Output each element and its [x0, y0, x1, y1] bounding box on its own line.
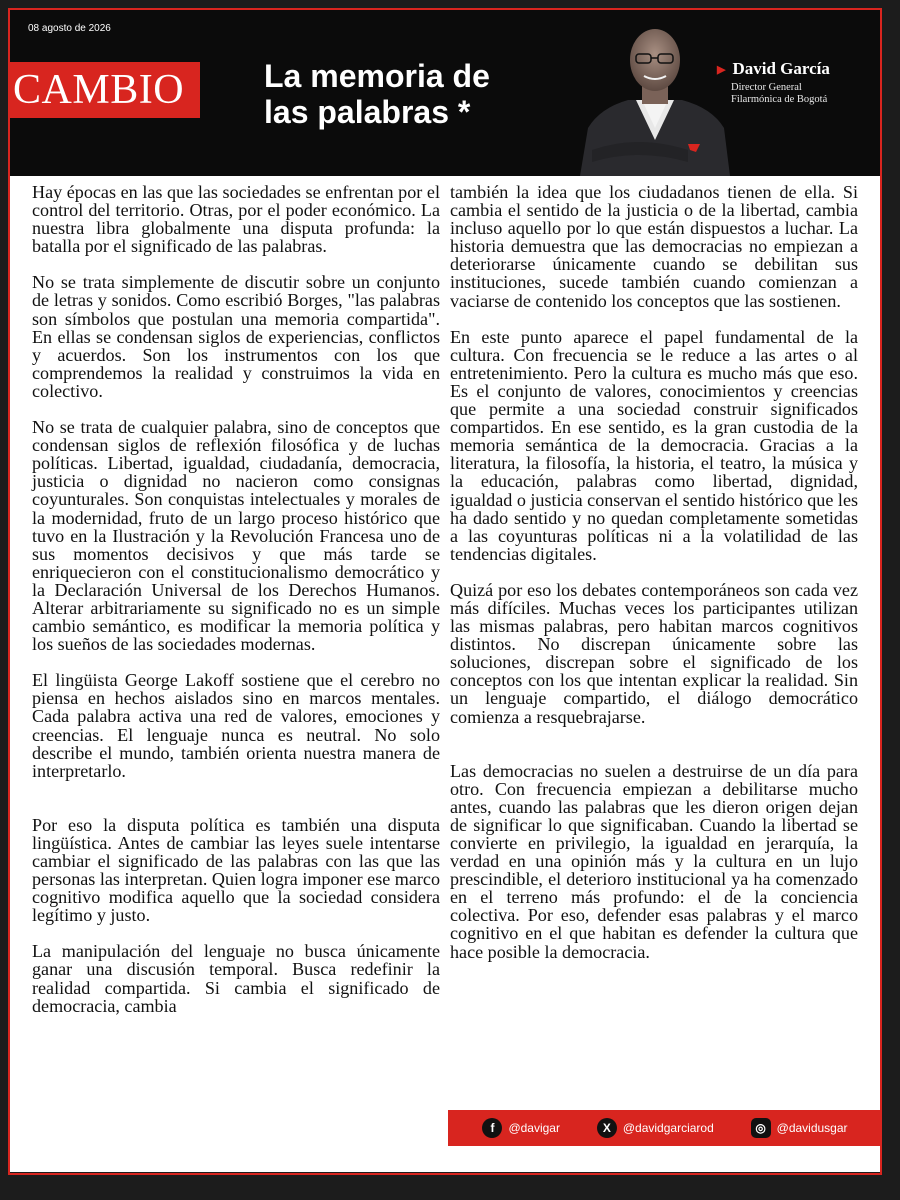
- social-instagram[interactable]: [751, 1118, 848, 1138]
- author-role-line-1: Director General: [731, 82, 802, 93]
- social-handle: @davigar: [508, 1121, 560, 1135]
- article-body: [10, 176, 880, 1172]
- paragraph: Por eso la disputa política es también una disputa lingüística. Antes de cambiar las leyes suele intentarse cambiar el significado de las palabras con las que las personas las interpretan. Quien logra imponer ese marco cognitivo modifica aquello que la sociedad considera legítimo y justo.: [32, 814, 440, 926]
- title-line-1: La memoria de: [264, 58, 490, 94]
- paragraph: En este punto aparece el papel fundamental de la cultura. Con frecuencia se le reduce a las artes o al entretenimiento. Pero la cultura es mucho más que eso. Es el conjunto de valores, conocimientos y creencias que permite a una sociedad construir significados compartidos. En ese sentido, es la gran custodia de la memoria semántica de la democracia. Gracias a la literatura, la filosofía, la historia, el teatro, la música y la educación, palabras como libertad, dignidad, igualdad o justicia conservan el sentido histórico que les ha dado sentido y no quedan completamente sometidas a las coyunturas políticas ni a la volatilidad de las tendencias digitales.: [450, 326, 859, 564]
- author-role-line-2: Filarmónica de Bogotá: [731, 94, 828, 105]
- paragraph: Quizá por eso los debates contemporáneos son cada vez más difíciles. Muchas veces los participantes utilizan las mismas palabras, pero habitan marcos cognitivos distintos. No discrepan únicamente sobre las soluciones, discrepan sobre el significado de los conceptos con los que intentan explicar la realidad. Sin un lenguaje compartido, el diálogo democrático comienza a resquebrajarse.: [450, 579, 858, 727]
- paragraph: No se trata de cualquier palabra, sino de conceptos que condensan siglos de reflexión filosófica y de luchas políticas. Libertad, igualdad, ciudadanía, democracia, justicia o dignidad no nacieron como consignas coyunturales. Son conquistas intelectuales y morales de la modernidad, fruto de un largo proceso histórico que tuvo en la Ilustración y la Revolución Francesa uno de sus momentos decisivos y que más tarde se enriquecieron con el constitucionalismo democrático y la Declaración Universal de los Derechos Humanos. Alterar arbitrariamente su significado no es un simple cambio semántico, es modificar la memoria política y los sueños de las sociedades modernas.: [32, 417, 440, 655]
- social-handle: @davidusgar: [776, 1121, 848, 1135]
- social-handle: @davidgarciarod: [622, 1121, 714, 1135]
- paragraph: Las democracias no suelen a destruirse de un día para otro. Con frecuencia empiezan a debilitarse mucho antes, cuando las palabras que les dieron origen dejan de significar lo que significaban. Cuando la libertad se convierte en privilegio, la igualdad en jerarquía, la verdad en una opinión más y la cultura en un lujo prescindible, el deterioro institucional ya ha comenzado en el terreno más profundo: el de la conciencia colectiva. Por eso, defender esas palabras y el marco cognitivo en el que habitan es defender la cultura que hace posible la democracia.: [450, 760, 858, 962]
- right-column: [450, 183, 858, 979]
- x-icon: X: [597, 1118, 617, 1138]
- title-line-2: las palabras *: [264, 94, 471, 130]
- paragraph: Hay épocas en las que las sociedades se enfrentan por el control del territorio. Otras, por el poder económico. La nuestra libra globalmente una disputa profunda: la batalla por el significado de las palabras.: [32, 182, 440, 257]
- author-name: David García: [732, 59, 830, 78]
- social-bar: [448, 1110, 882, 1146]
- paragraph: El lingüista George Lakoff sostiene que el cerebro no piensa en hechos aislados sino en marcos mentales. Cada palabra activa una red de valores, emociones y creencias. El lenguaje nunca es neutral. No solo describe el mundo, también orienta nuestra manera de interpretarlo.: [32, 670, 440, 781]
- triangle-right-icon: ▶: [717, 63, 726, 76]
- cambio-logo: CAMBIO: [10, 62, 200, 118]
- paragraph: No se trata simplemente de discutir sobre un conjunto de letras y sonidos. Como escribió Borges, "las palabras son símbolos que postulan una memoria compartida". En ellas se condensan siglos de experiencias, conflictos y acuerdos. Son los instrumentos con los que comprendemos la realidad y construimos la vida en colectivo.: [32, 272, 440, 401]
- paragraph: La manipulación del lenguaje no busca únicamente ganar una discusión temporal. Busca redefinir la realidad compartida. Si cambia el significado de democracia, cambia: [32, 941, 440, 1016]
- publication-date: 08 agosto de 2026: [28, 23, 111, 34]
- instagram-icon: ◎: [751, 1118, 771, 1138]
- social-x[interactable]: [597, 1118, 714, 1138]
- social-facebook[interactable]: [482, 1118, 560, 1138]
- facebook-icon: f: [482, 1118, 502, 1138]
- paragraph: también la idea que los ciudadanos tienen de ella. Si cambia el sentido de la justicia o de la libertad, cambia incluso aquello por lo que están dispuestos a luchar. La historia demuestra que las democracias no empiezan a deteriorarse únicamente cuando se debilitan sus instituciones, sucede también cuando comienzan a vaciarse de contenido los conceptos que las sostienen.: [450, 182, 858, 311]
- left-column: [32, 183, 440, 1033]
